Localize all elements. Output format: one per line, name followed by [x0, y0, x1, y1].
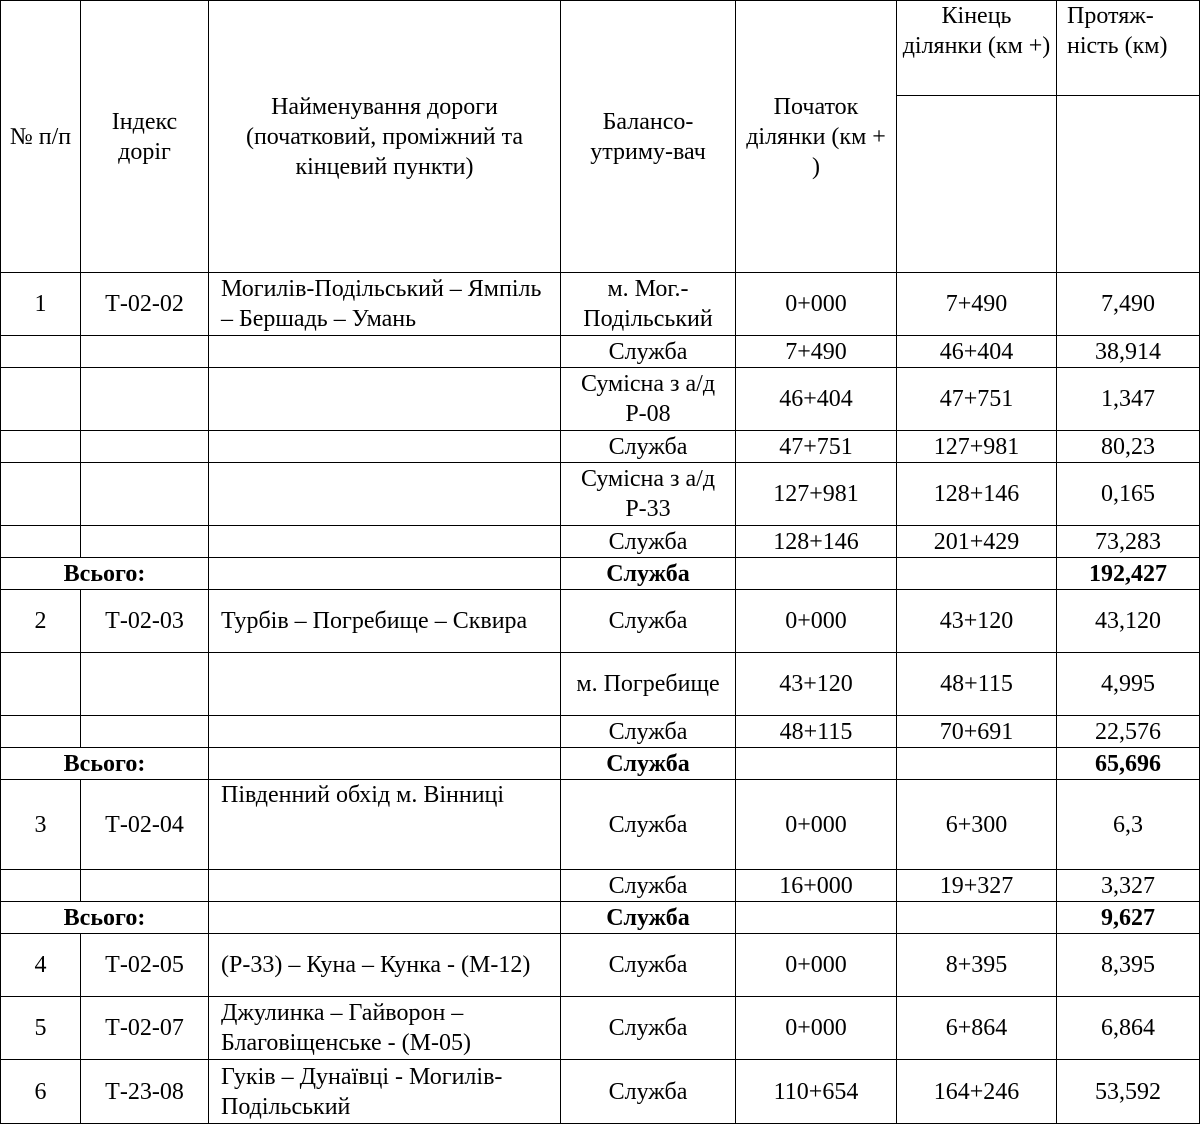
- length-cell: 53,592: [1057, 1060, 1200, 1124]
- table-row: [1, 590, 1200, 653]
- holder-cell: Служба: [561, 431, 736, 463]
- road-name-cell: Гуків – Дунаївці - Могилів-Подільський: [209, 1060, 561, 1124]
- holder-cell: Служба: [561, 590, 736, 653]
- start-cell: 43+120: [736, 653, 897, 716]
- header-no: № п/п: [1, 1, 81, 273]
- road-name-cell: [209, 431, 561, 463]
- row-number-cell: [1, 463, 81, 526]
- start-cell: [736, 558, 897, 590]
- start-cell: [736, 748, 897, 780]
- table-row: [1, 526, 1200, 558]
- holder-cell: Служба: [561, 870, 736, 902]
- total-length-cell: 65,696: [1057, 748, 1200, 780]
- total-label: Всього:: [1, 748, 209, 780]
- total-row: [1, 558, 1200, 590]
- length-cell: 8,395: [1057, 934, 1200, 997]
- start-cell: 0+000: [736, 780, 897, 870]
- start-cell: 0+000: [736, 997, 897, 1060]
- length-cell: 4,995: [1057, 653, 1200, 716]
- length-cell: 0,165: [1057, 463, 1200, 526]
- end-cell: 201+429: [897, 526, 1057, 558]
- holder-cell: Служба: [561, 716, 736, 748]
- road-index-cell: Т-02-02: [81, 273, 209, 336]
- row-number-cell: 6: [1, 1060, 81, 1124]
- start-cell: 48+115: [736, 716, 897, 748]
- road-name-cell: [209, 336, 561, 368]
- holder-cell: Служба: [561, 558, 736, 590]
- length-cell: 43,120: [1057, 590, 1200, 653]
- table-row: [1, 463, 1200, 526]
- row-number-cell: [1, 870, 81, 902]
- table-row: [1, 368, 1200, 431]
- total-row: [1, 748, 1200, 780]
- road-index-cell: [81, 716, 209, 748]
- length-cell: 7,490: [1057, 273, 1200, 336]
- road-index-cell: [81, 526, 209, 558]
- road-name-cell: Джулинка – Гайворон – Благовіщенське - (М-05): [209, 997, 561, 1060]
- total-length-cell: 192,427: [1057, 558, 1200, 590]
- holder-cell: Служба: [561, 997, 736, 1060]
- road-index-cell: [81, 368, 209, 431]
- road-name-cell: [209, 653, 561, 716]
- holder-cell: Сумісна з а/д Р-08: [561, 368, 736, 431]
- road-name-cell: Турбів – Погребище – Сквира: [209, 590, 561, 653]
- end-cell: [897, 902, 1057, 934]
- holder-cell: Служба: [561, 336, 736, 368]
- road-index-cell: Т-02-03: [81, 590, 209, 653]
- name-cell: [209, 748, 561, 780]
- road-index-cell: Т-23-08: [81, 1060, 209, 1124]
- row-number-cell: [1, 716, 81, 748]
- holder-cell: Служба: [561, 902, 736, 934]
- row-number-cell: 1: [1, 273, 81, 336]
- table-row: [1, 336, 1200, 368]
- holder-cell: Служба: [561, 780, 736, 870]
- table-body: [1, 273, 1200, 1124]
- header-end-empty: [897, 96, 1057, 273]
- start-cell: 0+000: [736, 273, 897, 336]
- table-row: [1, 653, 1200, 716]
- start-cell: 7+490: [736, 336, 897, 368]
- start-cell: 0+000: [736, 590, 897, 653]
- name-cell: [209, 902, 561, 934]
- length-cell: 6,3: [1057, 780, 1200, 870]
- end-cell: 19+327: [897, 870, 1057, 902]
- row-number-cell: 5: [1, 997, 81, 1060]
- end-cell: 6+300: [897, 780, 1057, 870]
- length-cell: 6,864: [1057, 997, 1200, 1060]
- road-index-cell: Т-02-04: [81, 780, 209, 870]
- header-name: Найменування дороги (початковий, проміжний та кінцевий пункти): [209, 1, 561, 273]
- row-number-cell: 3: [1, 780, 81, 870]
- total-label: Всього:: [1, 902, 209, 934]
- table-row: [1, 997, 1200, 1060]
- end-cell: 7+490: [897, 273, 1057, 336]
- table-row: [1, 780, 1200, 870]
- total-length-cell: 9,627: [1057, 902, 1200, 934]
- road-index-cell: Т-02-07: [81, 997, 209, 1060]
- end-cell: 43+120: [897, 590, 1057, 653]
- end-cell: 8+395: [897, 934, 1057, 997]
- road-name-cell: [209, 716, 561, 748]
- row-number-cell: [1, 336, 81, 368]
- holder-cell: Служба: [561, 526, 736, 558]
- end-cell: 47+751: [897, 368, 1057, 431]
- total-row: [1, 902, 1200, 934]
- length-cell: 22,576: [1057, 716, 1200, 748]
- table-header: [1, 1, 1200, 273]
- header-length: Протяж-ність (км): [1057, 1, 1200, 96]
- road-index-cell: Т-02-05: [81, 934, 209, 997]
- end-cell: 128+146: [897, 463, 1057, 526]
- header-holder: Балансо-утриму-вач: [561, 1, 736, 273]
- row-number-cell: 4: [1, 934, 81, 997]
- start-cell: 0+000: [736, 934, 897, 997]
- row-number-cell: [1, 431, 81, 463]
- row-number-cell: 2: [1, 590, 81, 653]
- start-cell: 16+000: [736, 870, 897, 902]
- holder-cell: м. Погребище: [561, 653, 736, 716]
- start-cell: 110+654: [736, 1060, 897, 1124]
- table-row: [1, 431, 1200, 463]
- road-index-cell: [81, 336, 209, 368]
- start-cell: 46+404: [736, 368, 897, 431]
- end-cell: 164+246: [897, 1060, 1057, 1124]
- road-name-cell: [209, 463, 561, 526]
- road-index-cell: [81, 463, 209, 526]
- end-cell: [897, 558, 1057, 590]
- length-cell: 3,327: [1057, 870, 1200, 902]
- header-length-empty: [1057, 96, 1200, 273]
- start-cell: [736, 902, 897, 934]
- header-start: Початок ділянки (км + ): [736, 1, 897, 273]
- length-cell: 80,23: [1057, 431, 1200, 463]
- holder-cell: Служба: [561, 748, 736, 780]
- holder-cell: Служба: [561, 934, 736, 997]
- header-end: Кінець ділянки (км +): [897, 1, 1057, 96]
- road-name-cell: [209, 368, 561, 431]
- table-row: [1, 934, 1200, 997]
- end-cell: 70+691: [897, 716, 1057, 748]
- road-name-cell: (Р-33) – Куна – Кунка - (М-12): [209, 934, 561, 997]
- length-cell: 1,347: [1057, 368, 1200, 431]
- end-cell: 46+404: [897, 336, 1057, 368]
- row-number-cell: [1, 526, 81, 558]
- header-index: Індекс доріг: [81, 1, 209, 273]
- road-name-cell: [209, 526, 561, 558]
- road-index-cell: [81, 870, 209, 902]
- row-number-cell: [1, 368, 81, 431]
- end-cell: 6+864: [897, 997, 1057, 1060]
- road-name-cell: [209, 870, 561, 902]
- holder-cell: м. Мог.-Подільський: [561, 273, 736, 336]
- road-name-cell: Могилів-Подільський – Ямпіль – Бершадь – Умань: [209, 273, 561, 336]
- end-cell: 127+981: [897, 431, 1057, 463]
- holder-cell: Сумісна з а/д Р-33: [561, 463, 736, 526]
- start-cell: 47+751: [736, 431, 897, 463]
- table-row: [1, 273, 1200, 336]
- road-index-cell: [81, 653, 209, 716]
- row-number-cell: [1, 653, 81, 716]
- total-label: Всього:: [1, 558, 209, 590]
- start-cell: 128+146: [736, 526, 897, 558]
- road-index-cell: [81, 431, 209, 463]
- length-cell: 38,914: [1057, 336, 1200, 368]
- table-row: [1, 870, 1200, 902]
- length-cell: 73,283: [1057, 526, 1200, 558]
- holder-cell: Служба: [561, 1060, 736, 1124]
- table-row: [1, 716, 1200, 748]
- end-cell: [897, 748, 1057, 780]
- start-cell: 127+981: [736, 463, 897, 526]
- end-cell: 48+115: [897, 653, 1057, 716]
- name-cell: [209, 558, 561, 590]
- table-row: [1, 1060, 1200, 1124]
- road-name-cell: Південний обхід м. Вінниці: [209, 780, 561, 870]
